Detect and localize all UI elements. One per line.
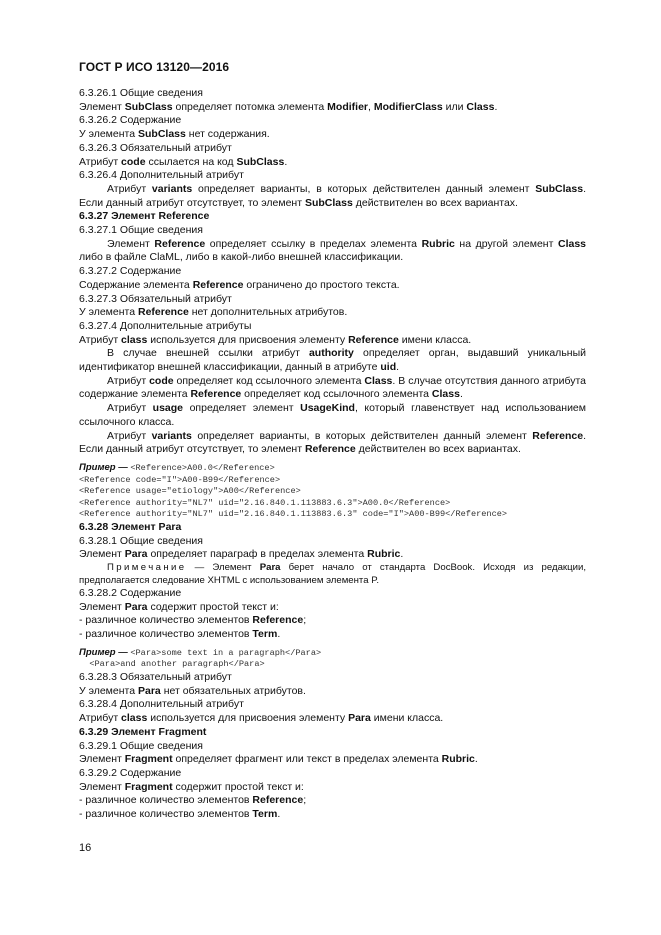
note: Примечание — Элемент Para берет начало от стандарта DocBook. Исходя из редакции, предполагается следование XHTML с использованием элемента P.: [79, 562, 586, 586]
code-example: [79, 462, 586, 521]
list-item: - различное количество элементов Reference;: [79, 794, 307, 807]
subsection-heading: 6.3.26.3 Обязательный атрибут: [79, 141, 232, 154]
subsection-heading: 6.3.26.4 Дополнительный атрибут: [79, 169, 244, 182]
page-body: [79, 87, 586, 822]
code-line: <Reference usage="etiology">A00</Reference>: [79, 486, 301, 497]
document-header: ГОСТ Р ИСО 13120—2016: [79, 60, 230, 74]
paragraph: Атрибут class используется для присвоения элементу Reference имени класса.: [79, 333, 472, 346]
subsection-heading: 6.3.27.1 Общие сведения: [79, 224, 203, 237]
paragraph: У элемента SubClass нет содержания.: [79, 128, 270, 141]
paragraph: Атрибут variants определяет варианты, в которых действителен данный элемент Reference. Если данный атрибут отсутствует, то элемент Reference действителен во всех вариантах.: [79, 429, 586, 456]
paragraph: Элемент Fragment содержит простой текст и:: [79, 780, 304, 793]
example-label: Пример —: [79, 461, 131, 473]
subsection-heading: 6.3.27.2 Содержание: [79, 265, 182, 278]
paragraph: У элемента Reference нет дополнительных атрибутов.: [79, 306, 348, 319]
subsection-heading: 6.3.29.2 Содержание: [79, 766, 182, 779]
note-label: Примечание: [107, 562, 187, 574]
subsection-heading: 6.3.26.2 Содержание: [79, 114, 182, 127]
code-line: Пример — <Reference>A00.0</Reference>: [79, 461, 275, 473]
page-number: 16: [79, 842, 92, 854]
paragraph: Атрибут class используется для присвоения элементу Para имени класса.: [79, 712, 444, 725]
section-heading: 6.3.28 Элемент Para: [79, 520, 182, 533]
paragraph: Элемент Reference определяет ссылку в пределах элемента Rubric на другой элемент Class либо в файле ClaML, либо в какой-либо внешней классификации.: [79, 237, 587, 264]
paragraph: Атрибут usage определяет элемент UsageKind, который главенствует над использованием ссылочного класса.: [79, 402, 586, 428]
subsection-heading: 6.3.26.1 Общие сведения: [79, 87, 203, 99]
subsection-heading: 6.3.27.3 Обязательный атрибут: [79, 292, 232, 305]
subsection-heading: 6.3.29.1 Общие сведения: [79, 739, 203, 752]
section-heading: 6.3.27 Элемент Reference: [79, 210, 210, 223]
paragraph: Атрибут code определяет код ссылочного элемента Class. В случае отсутствия данного атрибута содержание элемента Reference определяет код ссылочного элемента Class.: [79, 374, 587, 401]
list-item: - различное количество элементов Term.: [79, 808, 281, 821]
subsection-heading: 6.3.28.2 Содержание: [79, 587, 182, 600]
code-line: <Reference authority="NL7" uid="2.16.840.1.113883.6.3">A00.0</Reference>: [79, 497, 451, 508]
paragraph: Элемент Para определяет параграф в пределах элемента Rubric.: [79, 548, 404, 561]
code-example: [79, 647, 586, 671]
list-item: - различное количество элементов Reference;: [79, 614, 307, 627]
paragraph: Содержание элемента Reference ограничено до простого текста.: [79, 278, 400, 291]
subsection-heading: 6.3.28.3 Обязательный атрибут: [79, 671, 232, 684]
paragraph: Атрибут code ссылается на код SubClass.: [79, 155, 288, 168]
paragraph: У элемента Para нет обязательных атрибутов.: [79, 684, 306, 697]
paragraph: Атрибут variants определяет варианты, в которых действителен данный элемент SubClass. Если данный атрибут отсутствует, то элемент SubClass действителен во всех вариантах.: [79, 182, 586, 209]
code-line: <Reference authority="NL7" uid="2.16.840.1.113883.6.3" code="I">A00-B99</Reference>: [79, 509, 508, 520]
code-line: Пример — <Para>some text in a paragraph</Para>: [79, 646, 322, 658]
section-heading: 6.3.29 Элемент Fragment: [79, 725, 207, 738]
subsection-heading: 6.3.27.4 Дополнительные атрибуты: [79, 319, 252, 332]
subsection-heading: 6.3.28.4 Дополнительный атрибут: [79, 698, 244, 711]
paragraph: Элемент Fragment определяет фрагмент или текст в пределах элемента Rubric.: [79, 753, 478, 766]
paragraph: Элемент SubClass определяет потомка элемента Modifier, ModifierClass или Class.: [79, 100, 498, 113]
paragraph: В случае внешней ссылки атрибут authority определяет орган, выдавший уникальный идентификатор внешней классификации, данный в атрибуте uid.: [79, 347, 586, 374]
subsection-heading: 6.3.28.1 Общие сведения: [79, 534, 203, 547]
paragraph: Элемент Para содержит простой текст и:: [79, 600, 279, 613]
code-line: <Reference code="I">A00-B99</Reference>: [79, 474, 281, 485]
list-item: - различное количество элементов Term.: [79, 628, 281, 641]
example-label: Пример —: [79, 646, 131, 658]
code-line: <Para>and another paragraph</Para>: [79, 659, 265, 670]
